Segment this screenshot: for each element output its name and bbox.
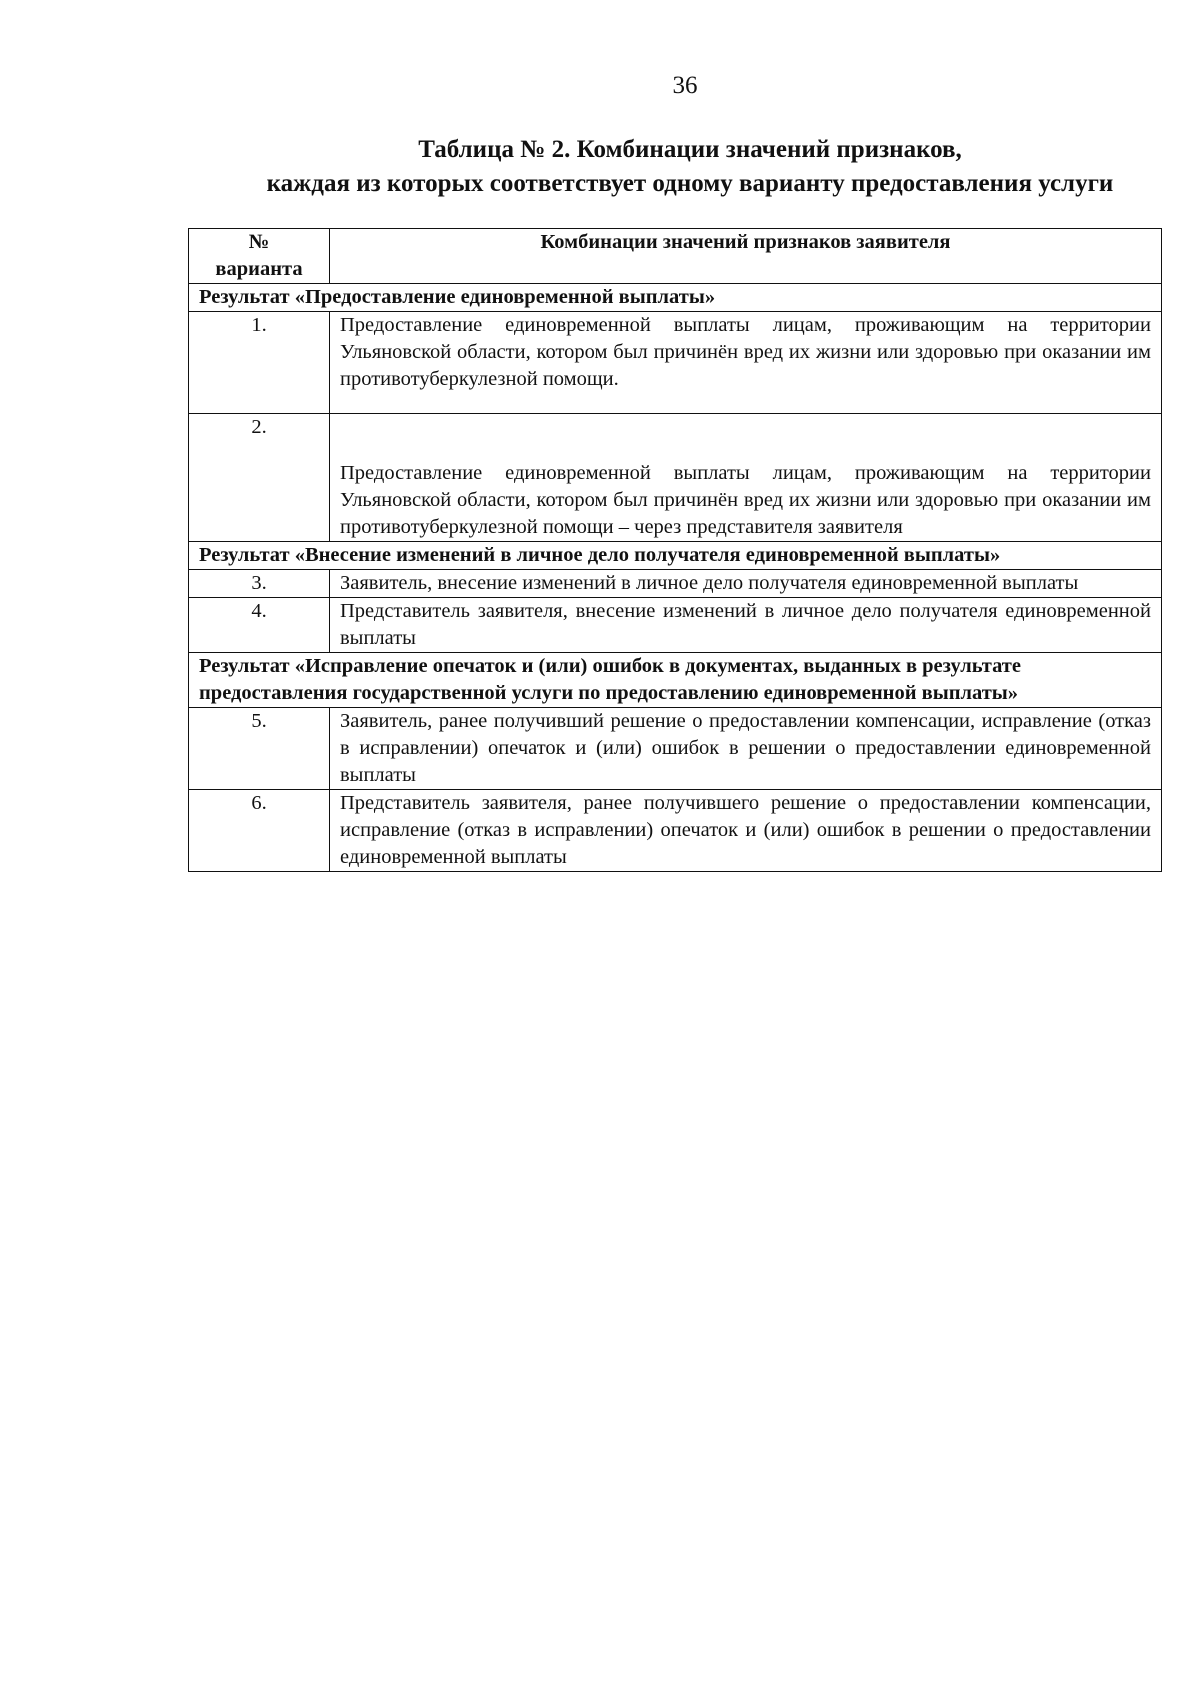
table-row <box>189 570 1162 598</box>
group-row <box>189 653 1162 708</box>
variant-number: 5. <box>189 708 330 790</box>
table-row <box>189 708 1162 790</box>
table-title-line-2: каждая из которых соответствует одному варианту предоставления услуги <box>266 170 1114 197</box>
variant-description: Представитель заявителя, внесение изменений в личное дело получателя единовременной выплаты <box>330 598 1162 653</box>
table-row <box>189 790 1162 872</box>
variant-description: Предоставление единовременной выплаты лицам, проживающим на территории Ульяновской области, котором был причинён вред их жизни или здоровью при оказании им противотуберкулезной помощи. <box>330 312 1162 414</box>
table-row <box>189 414 1162 542</box>
variant-number: 2. <box>189 414 330 542</box>
header-num-label: варианта <box>215 258 303 280</box>
group-title: Результат «Предоставление единовременной выплаты» <box>189 284 1162 312</box>
header-row <box>189 229 1162 284</box>
variants-table <box>188 228 1162 872</box>
header-variant-number <box>189 229 330 284</box>
variant-description: Представитель заявителя, ранее получившего решение о предоставлении компенсации, исправление (отказ в исправлении) опечаток и (или) ошибок в решении о предоставлении единовременной выплаты <box>330 790 1162 872</box>
group-row <box>189 542 1162 570</box>
table-row <box>189 598 1162 653</box>
variant-number: 3. <box>189 570 330 598</box>
variant-description: Заявитель, ранее получивший решение о предоставлении компенсации, исправление (отказ в исправлении) опечаток и (или) ошибок в решении о предоставлении единовременной выплаты <box>330 708 1162 790</box>
variant-description: Заявитель, внесение изменений в личное дело получателя единовременной выплаты <box>330 570 1162 598</box>
table-row <box>189 312 1162 414</box>
variant-number: 4. <box>189 598 330 653</box>
group-title: Результат «Исправление опечаток и (или) ошибок в документах, выданных в результате предоставления государственной услуги по предоставлению единовременной выплаты» <box>189 653 1162 708</box>
page-number: 36 <box>672 72 698 99</box>
variant-description: Предоставление единовременной выплаты лицам, проживающим на территории Ульяновской области, котором был причинён вред их жизни или здоровью при оказании им противотуберкулезной помощи – через представителя заявителя <box>330 414 1162 542</box>
variant-number: 6. <box>189 790 330 872</box>
variant-number: 1. <box>189 312 330 414</box>
table-title <box>190 133 1190 201</box>
group-title: Результат «Внесение изменений в личное дело получателя единовременной выплаты» <box>189 542 1162 570</box>
table-title-line-1: Таблица № 2. Комбинации значений признаков, <box>418 136 962 163</box>
header-num-sign: № <box>248 231 270 253</box>
header-combination: Комбинации значений признаков заявителя <box>330 229 1162 284</box>
group-row <box>189 284 1162 312</box>
